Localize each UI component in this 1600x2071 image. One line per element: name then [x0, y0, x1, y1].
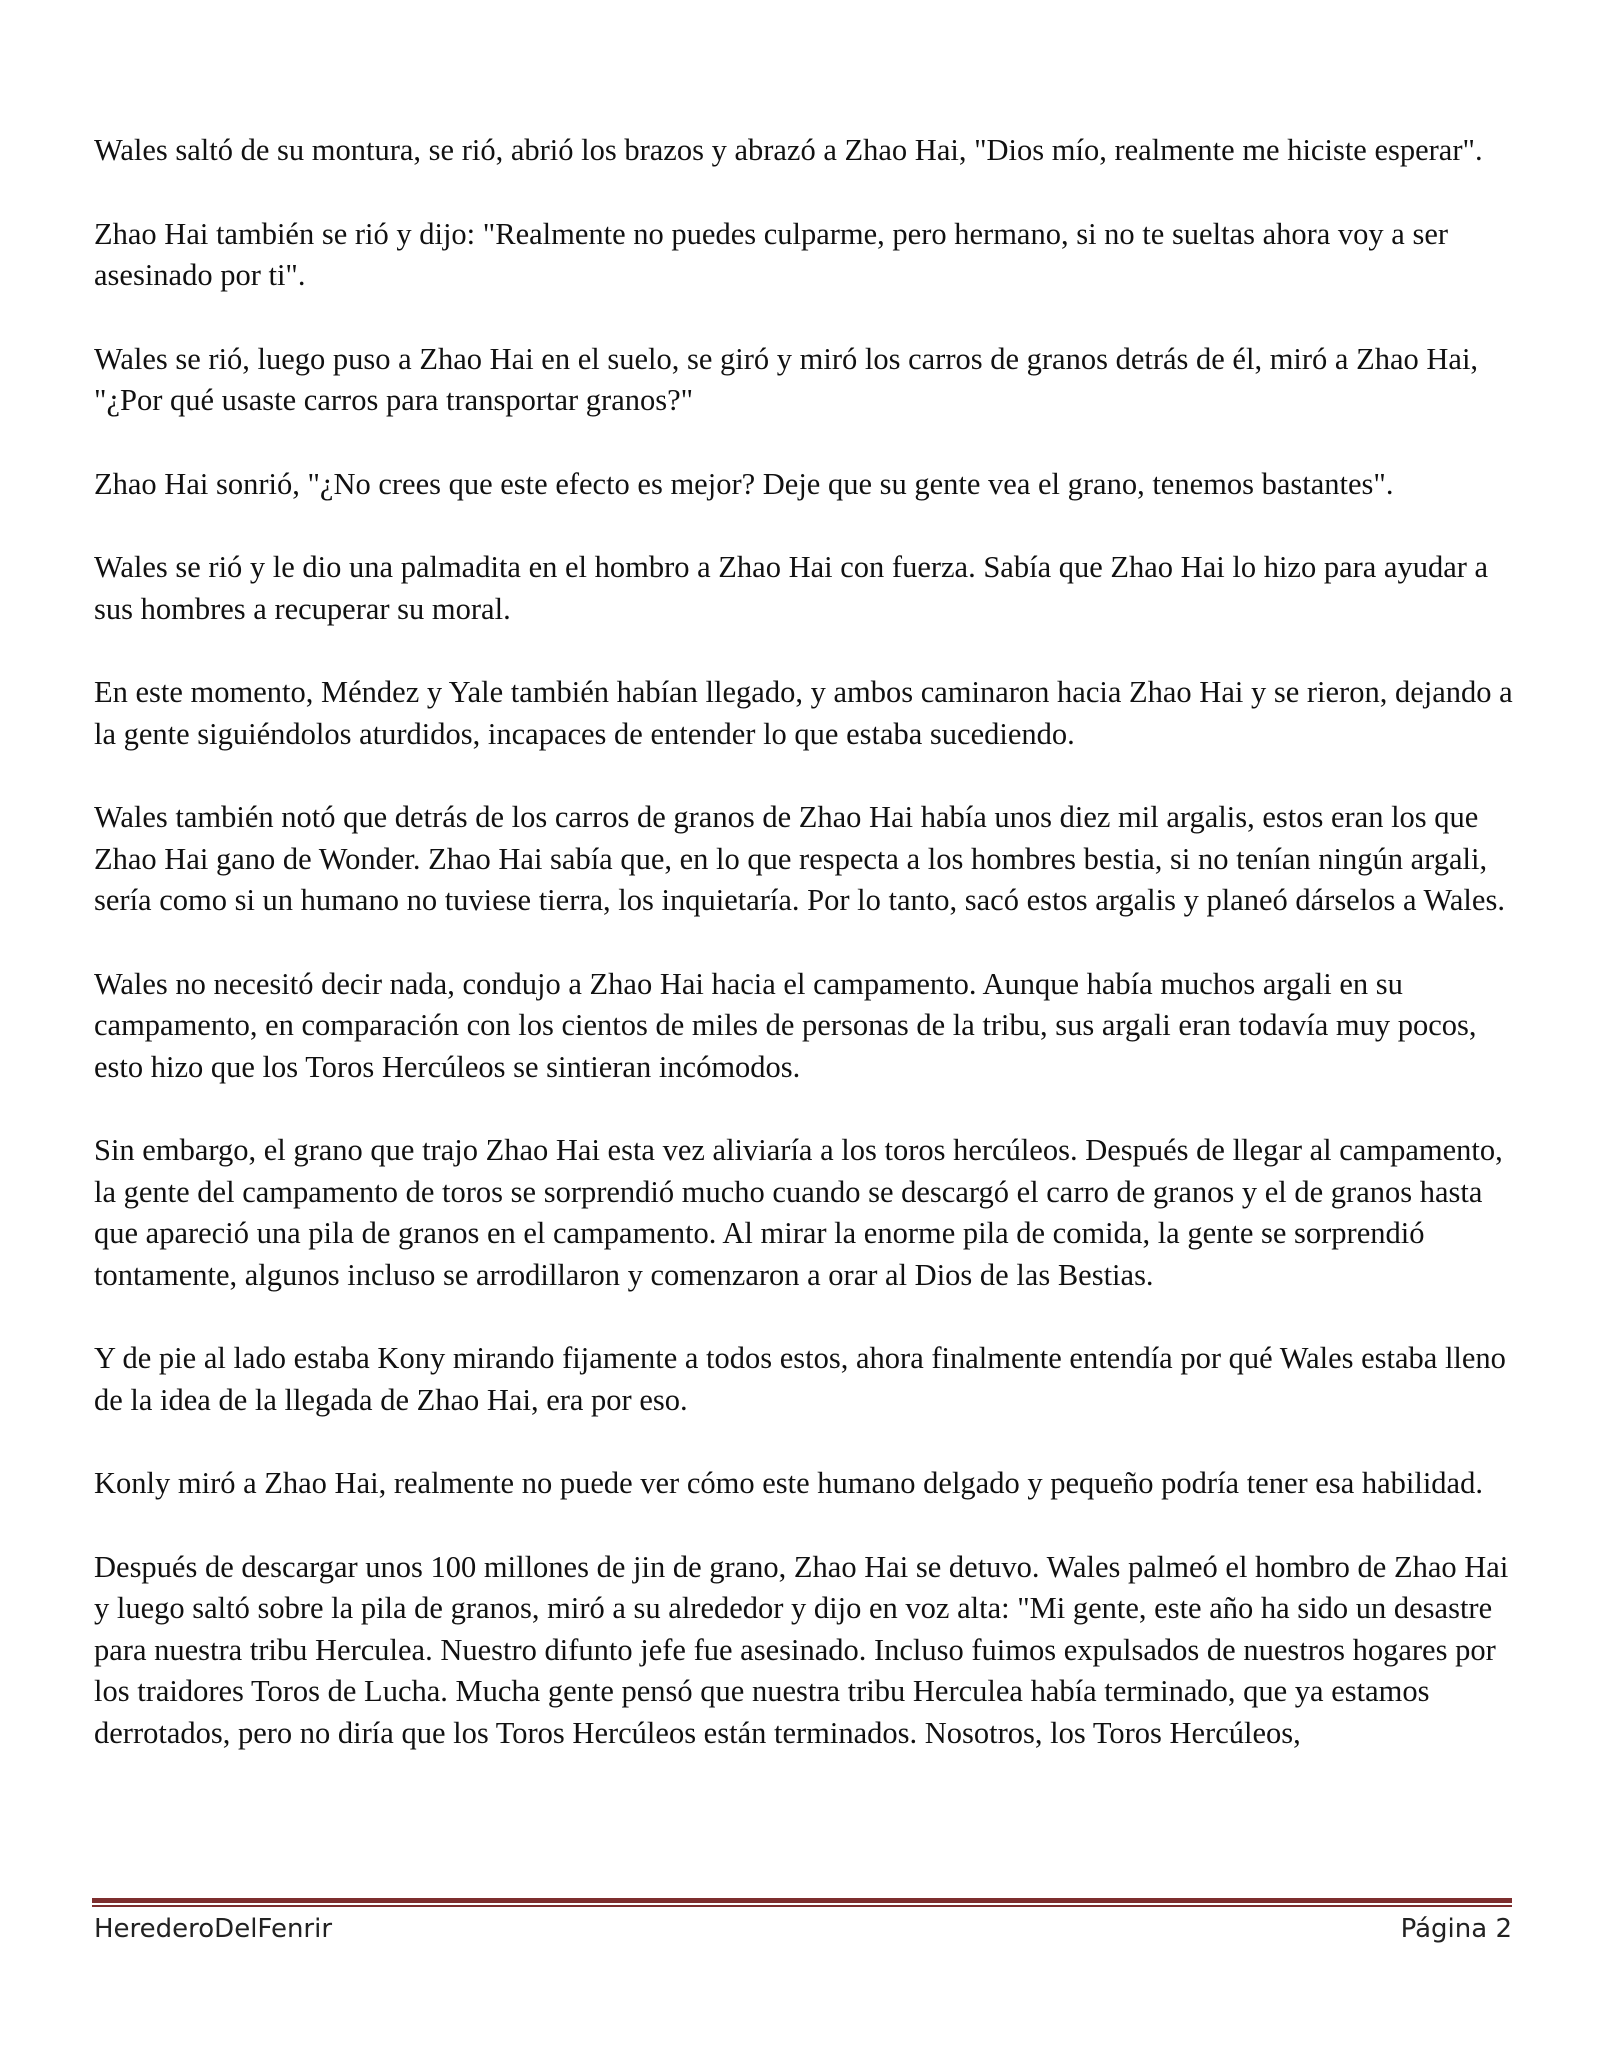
footer-page-number: Página 2	[1400, 1914, 1512, 1944]
footer-divider-thick	[92, 1898, 1512, 1903]
body-text	[94, 130, 1514, 1796]
footer-author: HerederoDelFenrir	[94, 1914, 333, 1944]
paragraph: Sin embargo, el grano que trajo Zhao Hai esta vez aliviaría a los toros hercúleos. Después de llegar al campamento, la gente del campamento de toros se sorprendió mucho cuando se descargó el carro de granos y el de granos hasta que apareció una pila de granos en el campamento. Al mirar la enorme pila de comida, la gente se sorprendió tontamente, algunos incluso se arrodillaron y comenzaron a orar al Dios de las Bestias.	[94, 1133, 1503, 1292]
paragraph: Wales también notó que detrás de los carros de granos de Zhao Hai había unos diez mil argalis, estos eran los que Zhao Hai gano de Wonder. Zhao Hai sabía que, en lo que respecta a los hombres bestia, si no tenían ningún argali, sería como si un humano no tuviese tierra, los inquietaría. Por lo tanto, sacó estos argalis y planeó dárselos a Wales.	[94, 800, 1505, 917]
page-footer	[94, 1914, 1512, 1954]
paragraph: Wales se rió y le dio una palmadita en el hombro a Zhao Hai con fuerza. Sabía que Zhao Hai lo hizo para ayudar a sus hombres a recuperar su moral.	[94, 550, 1489, 626]
footer-divider-thin	[92, 1905, 1512, 1907]
paragraph: Konly miró a Zhao Hai, realmente no puede ver cómo este humano delgado y pequeño podría tener esa habilidad.	[94, 1466, 1483, 1500]
paragraph: Y de pie al lado estaba Kony mirando fijamente a todos estos, ahora finalmente entendía por qué Wales estaba lleno de la idea de la llegada de Zhao Hai, era por eso.	[94, 1341, 1506, 1417]
paragraph: Wales no necesitó decir nada, condujo a Zhao Hai hacia el campamento. Aunque había muchos argali en su campamento, en comparación con los cientos de miles de personas de la tribu, sus argali eran todavía muy pocos, esto hizo que los Toros Hercúleos se sintieran incómodos.	[94, 966, 1477, 1084]
paragraph: Zhao Hai también se rió y dijo: "Realmente no puedes culparme, pero hermano, si no te sueltas ahora voy a ser asesinado por ti".	[94, 216, 1449, 292]
paragraph: Zhao Hai sonrió, "¿No crees que este efecto es mejor? Deje que su gente vea el grano, tenemos bastantes".	[94, 466, 1394, 501]
paragraph: Wales se rió, luego puso a Zhao Hai en el suelo, se giró y miró los carros de granos detrás de él, miró a Zhao Hai, "¿Por qué usaste carros para transportar granos?"	[94, 341, 1479, 417]
paragraph: En este momento, Méndez y Yale también habían llegado, y ambos caminaron hacia Zhao Hai y se rieron, dejando a la gente siguiéndolos aturdidos, incapaces de entender lo que estaba sucediendo.	[94, 675, 1513, 751]
paragraph: Wales saltó de su montura, se rió, abrió los brazos y abrazó a Zhao Hai, "Dios mío, realmente me hiciste esperar".	[94, 133, 1483, 167]
paragraph: Después de descargar unos 100 millones de jin de grano, Zhao Hai se detuvo. Wales palmeó el hombro de Zhao Hai y luego saltó sobre la pila de granos, miró a su alrededor y dijo en voz alta: "Mi gente, este año ha sido un desastre para nuestra tribu Herculea. Nuestro difunto jefe fue asesinado. Incluso fuimos expulsados de nuestros hogares por los traidores Toros de Lucha. Mucha gente pensó que nuestra tribu Herculea había terminado, que ya estamos derrotados, pero no diría que los Toros Hercúleos están terminados. Nosotros, los Toros Hercúleos,	[94, 1549, 1509, 1750]
footer-divider	[92, 1898, 1512, 1908]
